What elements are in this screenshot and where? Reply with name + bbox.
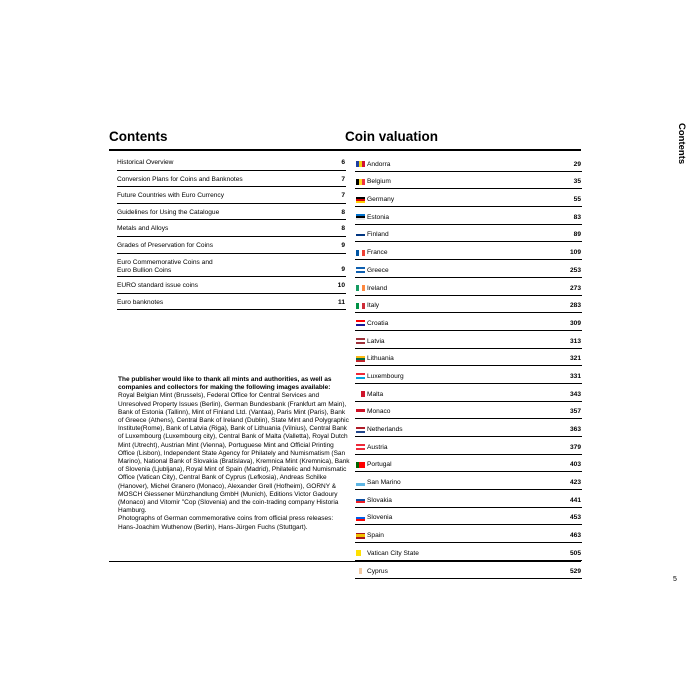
acknowledgement-heading: The publisher would like to thank all mints and authorities, as well as companies and collectors for making the following images available: [118,376,332,392]
coin-page-number: 505 [569,549,581,557]
flag-icon [356,373,365,379]
coin-country-label: Austria [367,443,388,451]
coin-item-estonia[interactable] [355,207,582,225]
coin-page-number: 83 [573,213,581,221]
flag-icon [356,409,365,415]
toc-item[interactable] [117,294,346,311]
coin-item-latvia[interactable] [355,331,582,349]
coin-page-number: 89 [573,231,581,239]
flag-icon [356,444,365,450]
flag-icon [356,338,365,344]
coin-country-label: Monaco [367,408,391,416]
coin-page-number: 463 [569,532,581,540]
coin-country-label: Netherlands [367,426,403,433]
toc-item[interactable] [117,187,346,204]
coin-item-belgium[interactable] [355,172,582,190]
coin-page-number: 403 [569,461,581,469]
toc-item[interactable] [117,220,346,237]
toc-item-page: 11 [338,298,345,306]
acknowledgement-body: Royal Belgian Mint (Brussels), Federal Office for Central Services and Unresolved Property Issues (Berlin), German Bundesbank (Frankfurt am Main), Bank of Estonia (Tallinn), Mint of Finland Ltd. (Vantaa), Paris Mint (Paris), Bank of Greece (Athens), Central Bank of Ireland (Dublin), State Mint and Polygraphic Institute(Rome), Bank of Latvia (Riga), Bank of Lithuania (Vilnius), Central Bank of Luxembourg (Luxembourg city), Central Bank of Malta (Valletta), Royal Dutch Mint (Utrecht), Austrian Mint (Vienna), Portuguese Mint and Official Printing Office (Lisbon), Independent State Agency for Philately and Numismatism (San Marino), National Bank of Slovakia (Bratislava), Kremnica Mint (Kremnica), Bank of Slovenia (Ljubljana), Royal Mint of Spain (Madrid), Philatelic and Numismatic Office (Vatican City), Central Bank of Cyprus (Lefkosia), Andreas Schilke (Hanover), Michel Granero (Monaco), Alexander Grell (Hofheim), GORNY & MOSCH Giessener Münzhandlung GmbH (Munich), Editions Victor Gadoury (Monaco) and Vitomir "Cop (Slovenia) and the coin-trading company Historia Hamburg. [118,392,350,515]
flag-icon [356,515,365,521]
coin-item-croatia[interactable] [355,313,582,331]
coin-page-number: 357 [569,408,581,416]
coin-country-label: Germany [367,196,395,204]
coin-page-number: 109 [569,249,581,257]
coin-item-slovenia[interactable] [355,508,582,526]
coin-item-vatican-city-state[interactable] [355,543,582,561]
coin-country-label: Portugal [367,461,392,469]
top-rule [109,149,581,151]
flag-icon [356,568,365,574]
coin-item-luxembourg[interactable] [355,366,582,384]
coin-item-finland[interactable] [355,225,582,243]
coin-country-label: Malta [367,390,384,398]
flag-icon [356,250,365,256]
coin-country-label: Estonia [367,213,389,221]
coin-page-number: 283 [569,302,581,310]
coin-item-monaco[interactable] [355,402,582,420]
coin-item-germany[interactable] [355,189,582,207]
coin-country-label: Slovakia [367,496,392,504]
coin-country-label: Lithuania [367,355,394,363]
flag-icon [356,533,365,539]
toc-item-page: 7 [341,175,345,183]
flag-icon [356,497,365,503]
coin-country-label: Latvia [367,337,385,345]
flag-icon [356,197,365,203]
coin-page-number: 529 [569,567,581,575]
coin-country-label: Croatia [367,319,389,327]
coin-page-number: 313 [569,337,581,345]
coin-item-malta[interactable] [355,384,582,402]
coin-country-label: Italy [367,302,380,310]
toc-item-page: 7 [341,192,345,200]
coin-page-number: 331 [569,372,581,380]
coin-country-label: Vatican City State [367,549,419,557]
coin-page-number: 321 [569,355,581,363]
toc-item-label: EURO standard issue coins [117,282,198,290]
coin-page-number: 379 [569,443,581,451]
coin-page-number: 273 [569,284,581,292]
coin-item-spain[interactable] [355,525,582,543]
flag-icon [356,480,365,486]
flag-icon [356,179,365,185]
coin-country-label: Luxembourg [367,372,404,380]
toc-item-label: Euro banknotes [117,298,164,306]
toc-item[interactable] [117,237,346,254]
flag-icon [356,232,365,238]
side-section-label: Contents [676,123,687,165]
flag-icon [356,550,365,556]
toc-item-label: Guidelines for Using the Catalogue [117,208,220,216]
coin-country-label: France [367,249,388,257]
coin-page-number: 363 [569,426,581,433]
coin-item-netherlands[interactable] [355,419,582,437]
flag-icon [356,391,365,397]
flag-icon [356,214,365,220]
toc-item[interactable] [117,277,346,294]
toc-item-page: 9 [341,242,345,250]
coin-country-label: Slovenia [367,514,393,522]
toc-item-label: Euro Commemorative Coins and Euro Bullion Coins [117,258,213,275]
coin-page-number: 35 [573,178,581,186]
toc-item-label: Future Countries with Euro Currency [117,192,225,200]
toc-item[interactable] [117,204,346,221]
coin-country-label: Greece [367,266,389,274]
flag-icon [356,161,365,167]
toc-item-page: 8 [341,208,345,216]
coin-page-number: 423 [569,479,581,487]
flag-icon [356,462,365,468]
coin-page-number: 55 [573,196,581,204]
bottom-rule [109,561,581,562]
coin-item-greece[interactable] [355,260,582,278]
coin-country-label: Belgium [367,178,391,186]
coin-item-austria[interactable] [355,437,582,455]
coin-item-italy[interactable] [355,296,582,314]
coin-item-lithuania[interactable] [355,349,582,367]
coin-item-cyprus[interactable] [355,561,582,579]
toc-item-label: Conversion Plans for Coins and Banknotes [117,175,243,183]
coin-item-andorra[interactable] [355,154,582,172]
toc-item-page: 10 [337,282,345,290]
coin-page-number: 453 [569,514,581,522]
coin-country-label: San Marino [367,479,401,487]
flag-icon [356,285,365,291]
toc-item-label: Grades of Preservation for Coins [117,241,214,249]
coin-item-san-marino[interactable] [355,472,582,490]
flag-icon [356,303,365,309]
coin-page-number: 29 [573,160,581,168]
coin-page-number: 441 [569,496,581,504]
coin-page-number: 253 [569,266,581,274]
acknowledgement-photos: Photographs of German commemorative coins from official press releases: Hans-Joachim Wuthenow (Berlin), Hans-Jürgen Fuchs (Stuttgart). [118,515,334,531]
toc-item[interactable] [117,154,346,171]
coin-country-label: Spain [367,532,384,540]
coin-item-ireland[interactable] [355,278,582,296]
coin-page-number: 309 [569,319,581,327]
flag-icon [356,427,365,433]
acknowledgement-block [118,376,350,532]
toc-item-page: 9 [341,265,345,273]
contents-heading: Contents [109,129,168,144]
toc-item-page: 6 [341,159,345,167]
page-number: 5 [673,576,677,583]
coin-page-number: 343 [569,390,581,398]
toc-item[interactable] [117,254,346,278]
coin-country-label: Ireland [367,284,388,292]
flag-icon [356,320,365,326]
coin-item-portugal[interactable] [355,455,582,473]
toc-item[interactable] [117,171,346,188]
coin-valuation-heading: Coin valuation [345,129,439,144]
coin-country-label: Cyprus [367,567,388,575]
flag-icon [356,267,365,273]
flag-icon [356,356,365,362]
coin-item-slovakia[interactable] [355,490,582,508]
coin-item-france[interactable] [355,242,582,260]
coin-country-label: Andorra [367,160,391,168]
toc-item-label: Metals and Alloys [117,225,169,233]
toc-item-page: 8 [341,225,345,233]
coin-valuation-list [355,154,582,579]
coin-country-label: Finland [367,231,389,239]
toc-item-label: Historical Overview [117,159,174,166]
contents-list [117,154,346,310]
